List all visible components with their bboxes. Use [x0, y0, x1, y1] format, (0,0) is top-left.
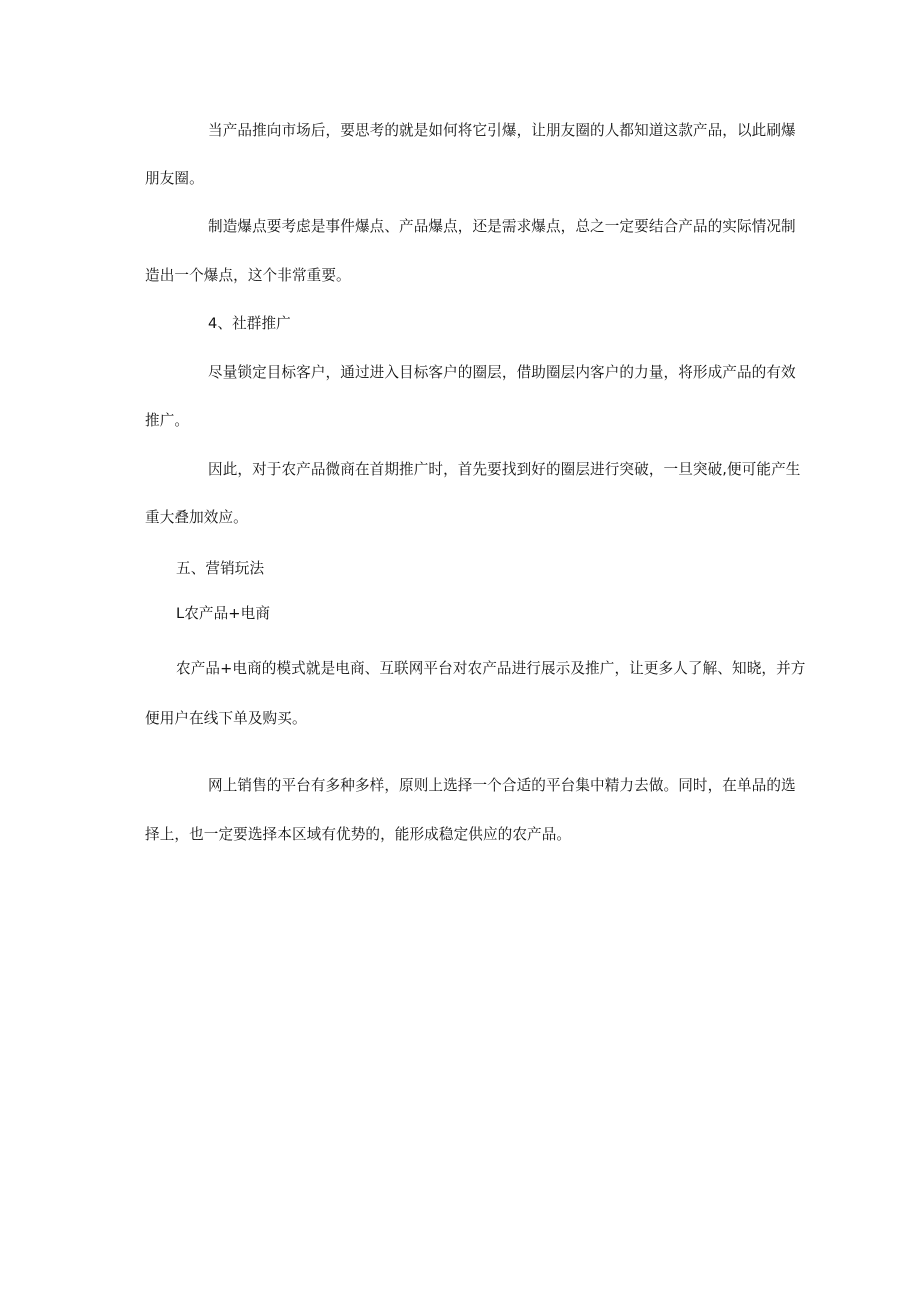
section-heading-social-group-promotion: 4、社群推广 [208, 315, 291, 332]
paragraph-6-line-2: 择上，也一定要选择本区域有优势的，能形成稳定供应的农产品。 [145, 826, 572, 843]
paragraph-5-line-2: 便用户在线下单及购买。 [145, 710, 307, 727]
paragraph-6-line-1: 网上销售的平台有多种多样，原则上选择一个合适的平台集中精力去做。同时，在单品的选 [208, 777, 796, 794]
paragraph-5-line-1: 农产品+电商的模式就是电商、互联网平台对农产品进行展示及推广，让更多人了解、知晓，并方 [176, 660, 806, 677]
paragraph-4-line-1: 因此，对于农产品微商在首期推广时，首先要找到好的圈层进行突破，一旦突破,便可能产生 [208, 461, 801, 478]
paragraph-4-line-2: 重大叠加效应。 [145, 509, 248, 526]
section-heading-marketing-play: 五、营销玩法 [176, 560, 265, 577]
paragraph-2-line-1: 制造爆点要考虑是事件爆点、产品爆点，还是需求爆点，总之一定要结合产品的实际情况制 [208, 218, 796, 235]
paragraph-3-line-2: 推广。 [145, 412, 190, 429]
subsection-heading-agri-ecommerce: L农产品+电商 [176, 605, 271, 622]
paragraph-1-line-2: 朋友圈。 [145, 170, 204, 187]
paragraph-1-line-1: 当产品推向市场后，要思考的就是如何将它引爆，让朋友圈的人都知道这款产品，以此刷爆 [208, 122, 796, 139]
paragraph-3-line-1: 尽量锁定目标客户，通过进入目标客户的圈层，借助圈层内客户的力量，将形成产品的有效 [208, 364, 796, 381]
paragraph-2-line-2: 造出一个爆点，这个非常重要。 [145, 267, 351, 284]
